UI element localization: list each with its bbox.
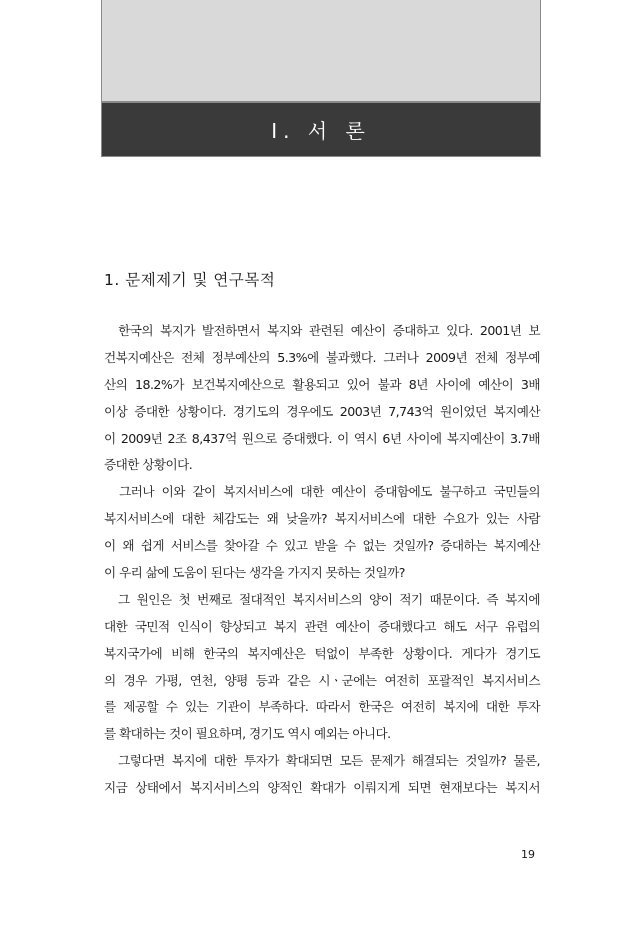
- body-line: 증대한 상황이다.: [104, 457, 193, 473]
- body-text: [104, 318, 540, 802]
- body-line: 의 경우 가평, 연천, 양평 등과 같은 시ㆍ군에는 여전히 포괄적인 복지서비스: [104, 672, 540, 688]
- page-number: 19: [521, 848, 535, 861]
- body-line: 이상 증대한 상황이다. 경기도의 경우에도 2003년 7,743억 원이었던 복지예산: [104, 403, 540, 419]
- chapter-header-box: [101, 0, 541, 157]
- body-line: 를 제공할 수 있는 기관이 부족하다. 따라서 한국은 여전히 복지에 대한 투자: [104, 699, 540, 715]
- body-line: 건복지예산은 전체 정부예산의 5.3%에 불과했다. 그러나 2009년 전체 정부예: [104, 349, 540, 365]
- section-heading: 1. 문제제기 및 연구목적: [104, 271, 276, 289]
- chapter-title: Ⅰ. 서 론: [271, 119, 371, 143]
- body-line: 이 2009년 2조 8,437억 원으로 증대했다. 이 역시 6년 사이에 복지예산이 3.7배: [104, 430, 540, 446]
- body-line: 복지국가에 비해 한국의 복지예산은 턱없이 부족한 상황이다. 게다가 경기도: [104, 645, 540, 661]
- body-line: 복지서비스에 대한 체감도는 왜 낮을까? 복지서비스에 대한 수요가 있는 사람: [104, 511, 540, 527]
- chapter-title-bar: [102, 101, 540, 156]
- body-line: 그렇다면 복지에 대한 투자가 확대되면 모든 문제가 해결되는 것일까? 물론,: [104, 753, 540, 769]
- body-line: 를 확대하는 것이 필요하며, 경기도 역시 예외는 아니다.: [104, 726, 391, 742]
- body-line: 그러나 이와 같이 복지서비스에 대한 예산이 증대함에도 불구하고 국민들의: [104, 484, 540, 500]
- body-line: 이 왜 쉽게 서비스를 찾아갈 수 있고 받을 수 없는 것일까? 증대하는 복지예산: [104, 538, 540, 554]
- body-line: 산의 18.2%가 보건복지예산으로 활용되고 있어 불과 8년 사이에 예산이 3배: [104, 376, 540, 392]
- body-line: 이 우리 삶에 도움이 된다는 생각을 가지지 못하는 것일까?: [104, 565, 405, 581]
- body-line: 지금 상태에서 복지서비스의 양적인 확대가 이뤄지게 되면 현재보다는 복지서: [104, 780, 540, 796]
- body-line: 대한 국민적 인식이 향상되고 복지 관련 예산이 증대했다고 해도 서구 유럽의: [104, 618, 540, 634]
- body-line: 한국의 복지가 발전하면서 복지와 관련된 예산이 증대하고 있다. 2001년 보: [104, 323, 540, 338]
- body-line: 그 원인은 첫 번째로 절대적인 복지서비스의 양이 적기 때문이다. 즉 복지에: [104, 591, 540, 607]
